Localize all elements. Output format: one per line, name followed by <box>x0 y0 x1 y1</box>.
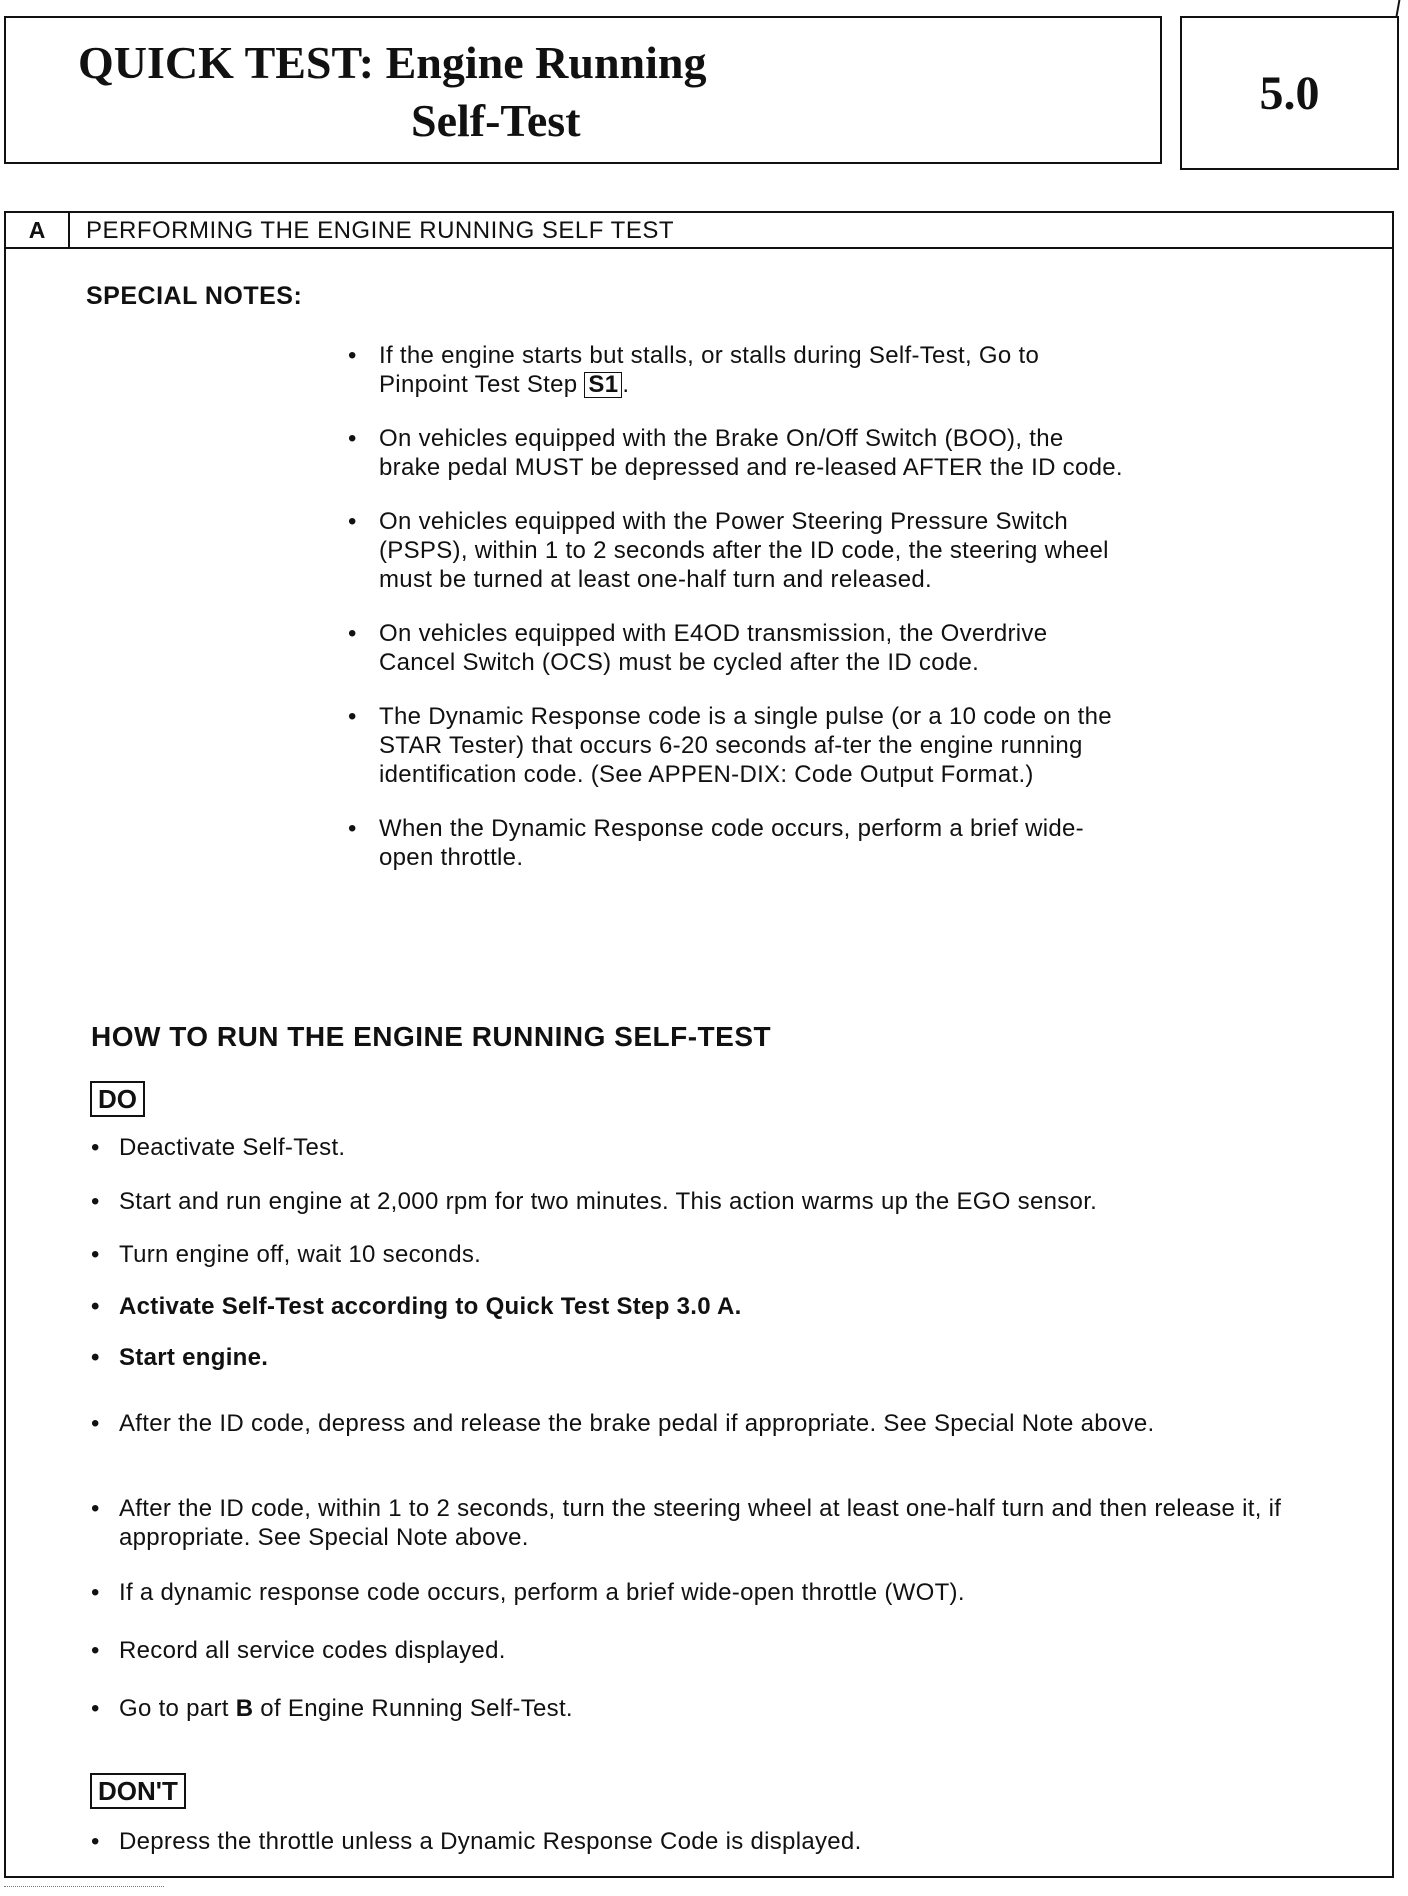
do-item-text: After the ID code, depress and release the brake pedal if appropriate. See Special Note above. <box>119 1410 1155 1437</box>
do-item-text: Activate Self-Test according to Quick Test Step 3.0 A. <box>119 1293 742 1320</box>
bullet-icon: • <box>91 1695 100 1722</box>
corner-tick-mark <box>1396 0 1401 16</box>
title-box <box>4 16 1162 164</box>
bullet-icon: • <box>348 508 357 535</box>
part-b-ref: B <box>235 1695 254 1722</box>
do-item <box>91 1240 1389 1269</box>
bullet-icon: • <box>348 425 357 452</box>
footer-mark <box>4 1886 164 1893</box>
special-notes-list <box>346 341 1126 897</box>
step-panel <box>4 211 1394 1878</box>
do-item <box>91 1694 1389 1723</box>
bullet-icon: • <box>348 815 357 842</box>
how-to-heading: HOW TO RUN THE ENGINE RUNNING SELF-TEST <box>91 1021 772 1052</box>
step-letter: A <box>6 213 70 247</box>
step-title: PERFORMING THE ENGINE RUNNING SELF TEST <box>86 217 675 244</box>
step-header-row <box>6 213 1392 249</box>
do-item <box>91 1133 1389 1162</box>
note-text-end: . <box>622 371 630 398</box>
do-item-text: After the ID code, within 1 to 2 seconds, turn the steering wheel at least one-half turn and then release it, if appropriate. See Special Note above. <box>119 1495 1282 1551</box>
bullet-icon: • <box>91 1828 100 1855</box>
bullet-icon: • <box>91 1134 100 1161</box>
bullet-icon: • <box>91 1344 100 1371</box>
bullet-icon: • <box>91 1579 100 1606</box>
bullet-icon: • <box>348 342 357 369</box>
bullet-icon: • <box>91 1495 100 1522</box>
do-item <box>91 1343 1389 1372</box>
special-note-item <box>346 341 1126 399</box>
note-text: The Dynamic Response code is a single pulse (or a 10 code on the STAR Tester) that occurs 6-20 seconds af-ter the engine running identification code. (See APPEN-DIX: Code Output Format.) <box>379 703 1112 788</box>
special-note-item <box>346 702 1126 789</box>
do-item-text: If a dynamic response code occurs, perform a brief wide-open throttle (WOT). <box>119 1579 965 1606</box>
special-note-item <box>346 507 1126 594</box>
note-text: On vehicles equipped with E4OD transmission, the Overdrive Cancel Switch (OCS) must be cycled after the ID code. <box>379 620 1048 676</box>
do-item <box>91 1636 1389 1665</box>
bullet-icon: • <box>91 1241 100 1268</box>
note-text: When the Dynamic Response code occurs, perform a brief wide-open throttle. <box>379 815 1084 871</box>
do-item-text: Turn engine off, wait 10 seconds. <box>119 1241 482 1268</box>
bullet-icon: • <box>91 1410 100 1437</box>
do-item <box>91 1494 1389 1552</box>
do-item <box>91 1187 1389 1216</box>
do-item-text: Go to part <box>119 1695 236 1722</box>
special-notes-heading: SPECIAL NOTES: <box>86 282 303 310</box>
section-number: 5.0 <box>1180 16 1399 170</box>
do-item <box>91 1292 1389 1321</box>
pinpoint-step-ref[interactable]: S1 <box>584 372 622 398</box>
do-item-text: Start engine. <box>119 1344 269 1371</box>
note-text: If the engine starts but stalls, or stalls during Self-Test, Go to Pinpoint Test Step <box>379 342 1040 398</box>
do-item-text: Deactivate Self-Test. <box>119 1134 346 1161</box>
note-text: On vehicles equipped with the Brake On/Off Switch (BOO), the brake pedal MUST be depressed and re-leased AFTER the ID code. <box>379 425 1123 481</box>
do-item-text: Record all service codes displayed. <box>119 1637 506 1664</box>
do-item-text: Start and run engine at 2,000 rpm for two minutes. This action warms up the EGO sensor. <box>119 1188 1098 1215</box>
do-label: DO <box>90 1081 145 1117</box>
special-note-item <box>346 814 1126 872</box>
dont-label: DON'T <box>90 1773 186 1809</box>
dont-item-text: Depress the throttle unless a Dynamic Response Code is displayed. <box>119 1828 862 1855</box>
bullet-icon: • <box>348 703 357 730</box>
bullet-icon: • <box>348 620 357 647</box>
note-text: On vehicles equipped with the Power Steering Pressure Switch (PSPS), within 1 to 2 seconds after the ID code, the steering wheel must be turned at least one-half turn and released. <box>379 508 1109 593</box>
page-title-line-1: QUICK TEST: Engine Running <box>78 37 707 88</box>
do-item <box>91 1409 1389 1438</box>
dont-item <box>91 1827 1389 1856</box>
special-note-item <box>346 619 1126 677</box>
page-title-line-2: Self-Test <box>411 95 581 146</box>
do-item-text-end: of Engine Running Self-Test. <box>253 1695 573 1722</box>
do-item <box>91 1578 1389 1607</box>
bullet-icon: • <box>91 1188 100 1215</box>
special-note-item <box>346 424 1126 482</box>
bullet-icon: • <box>91 1637 100 1664</box>
bullet-icon: • <box>91 1293 100 1320</box>
